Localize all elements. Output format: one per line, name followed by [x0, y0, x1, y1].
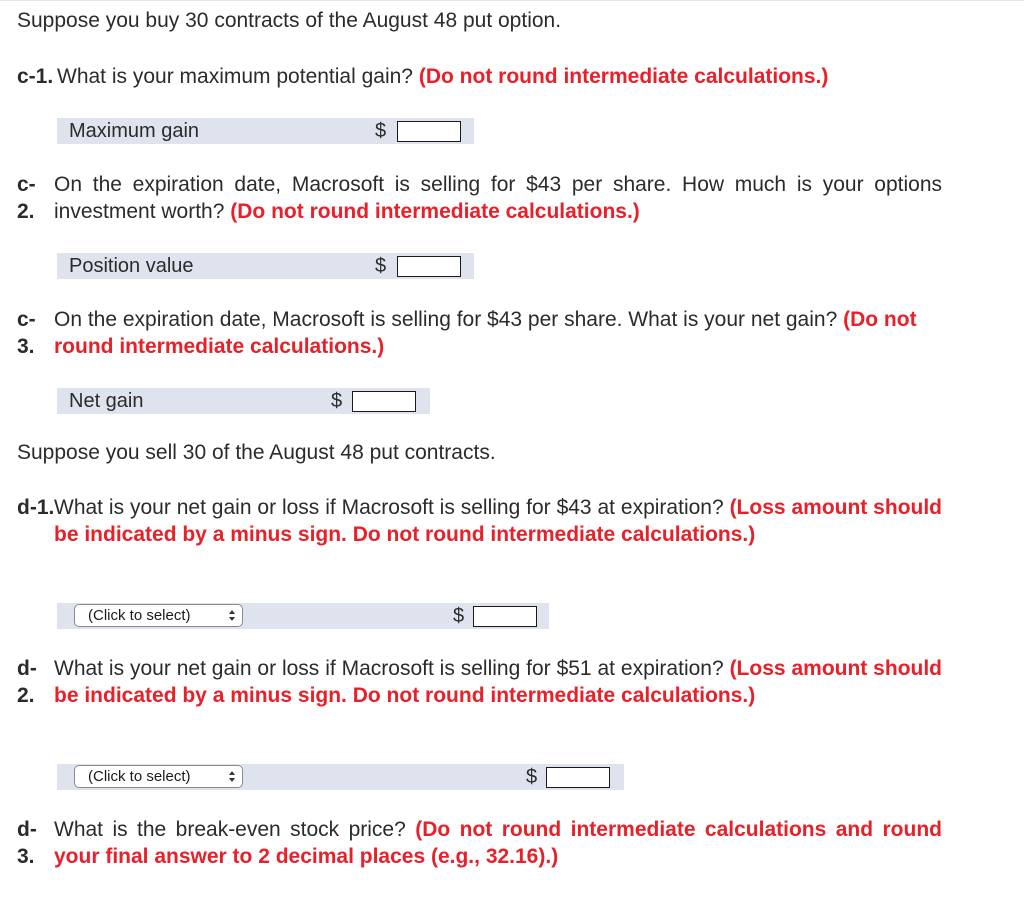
- maximum-gain-input[interactable]: [397, 121, 461, 142]
- currency-symbol: $: [375, 255, 387, 277]
- question-text: What is your net gain or loss if Macrosoft is selling for $51 at expiration?: [54, 657, 724, 680]
- question-text: What is your maximum potential gain?: [57, 65, 413, 88]
- question-text: On the expiration date, Macrosoft is selling for $43 per share. What is your net gain?: [54, 308, 838, 331]
- answer-label: Net gain: [69, 390, 144, 412]
- answer-label: Position value: [69, 255, 194, 277]
- top-divider: [0, 0, 1024, 1]
- answer-row-position-value: [57, 253, 474, 279]
- question-d2: [17, 655, 942, 709]
- currency-symbol: $: [331, 390, 343, 412]
- question-note: (Loss amount should be indicated by a minus sign. Do not round intermediate calculations.): [54, 496, 943, 546]
- answer-row-maximum-gain: [57, 118, 474, 144]
- gain-loss-select[interactable]: (Click to select): [74, 604, 243, 627]
- question-number: d-1.: [17, 496, 55, 519]
- question-number: d- 3.: [17, 818, 37, 868]
- gain-loss-select[interactable]: (Click to select): [74, 765, 243, 788]
- d1-amount-input[interactable]: [473, 606, 537, 627]
- question-number: d- 2.: [17, 657, 37, 707]
- position-value-input[interactable]: [397, 256, 461, 277]
- question-note: (Do not round intermediate calculations.): [418, 65, 829, 88]
- select-arrows-icon: [228, 609, 236, 622]
- answer-row-d1: [57, 603, 549, 629]
- question-c3: [17, 306, 942, 360]
- answer-label: Maximum gain: [69, 120, 200, 142]
- question-note: (Do not round intermediate calculations and round your final answer to 2 decimal places (e.g., 32.16).): [54, 818, 942, 868]
- question-text: What is your net gain or loss if Macrosoft is selling for $43 at expiration?: [54, 496, 724, 519]
- question-text: On the expiration date, Macrosoft is selling for $43 per share. How much is your options investment worth?: [54, 173, 942, 223]
- intro-buy: Suppose you buy 30 contracts of the August 48 put option.: [17, 9, 562, 32]
- answer-row-net-gain: [57, 388, 430, 414]
- question-number: c- 3.: [17, 308, 36, 358]
- question-c2: [17, 171, 942, 225]
- d2-amount-input[interactable]: [546, 767, 610, 788]
- currency-symbol: $: [453, 605, 465, 627]
- question-d1: [17, 494, 942, 548]
- question-text: What is the break-even stock price?: [54, 818, 406, 841]
- question-note: (Loss amount should be indicated by a minus sign. Do not round intermediate calculations.): [54, 657, 943, 707]
- answer-row-d2: [57, 764, 624, 790]
- select-arrows-icon: [228, 770, 236, 783]
- question-number: c- 2.: [17, 173, 36, 223]
- currency-symbol: $: [526, 766, 538, 788]
- question-c1: [17, 63, 942, 90]
- intro-sell: Suppose you sell 30 of the August 48 put contracts.: [17, 441, 496, 464]
- question-number: c-1.: [17, 65, 54, 88]
- net-gain-input[interactable]: [352, 391, 416, 412]
- question-note: (Do not round intermediate calculations.): [54, 308, 917, 358]
- question-note: (Do not round intermediate calculations.): [230, 200, 640, 223]
- currency-symbol: $: [375, 120, 387, 142]
- question-d3: [17, 816, 942, 870]
